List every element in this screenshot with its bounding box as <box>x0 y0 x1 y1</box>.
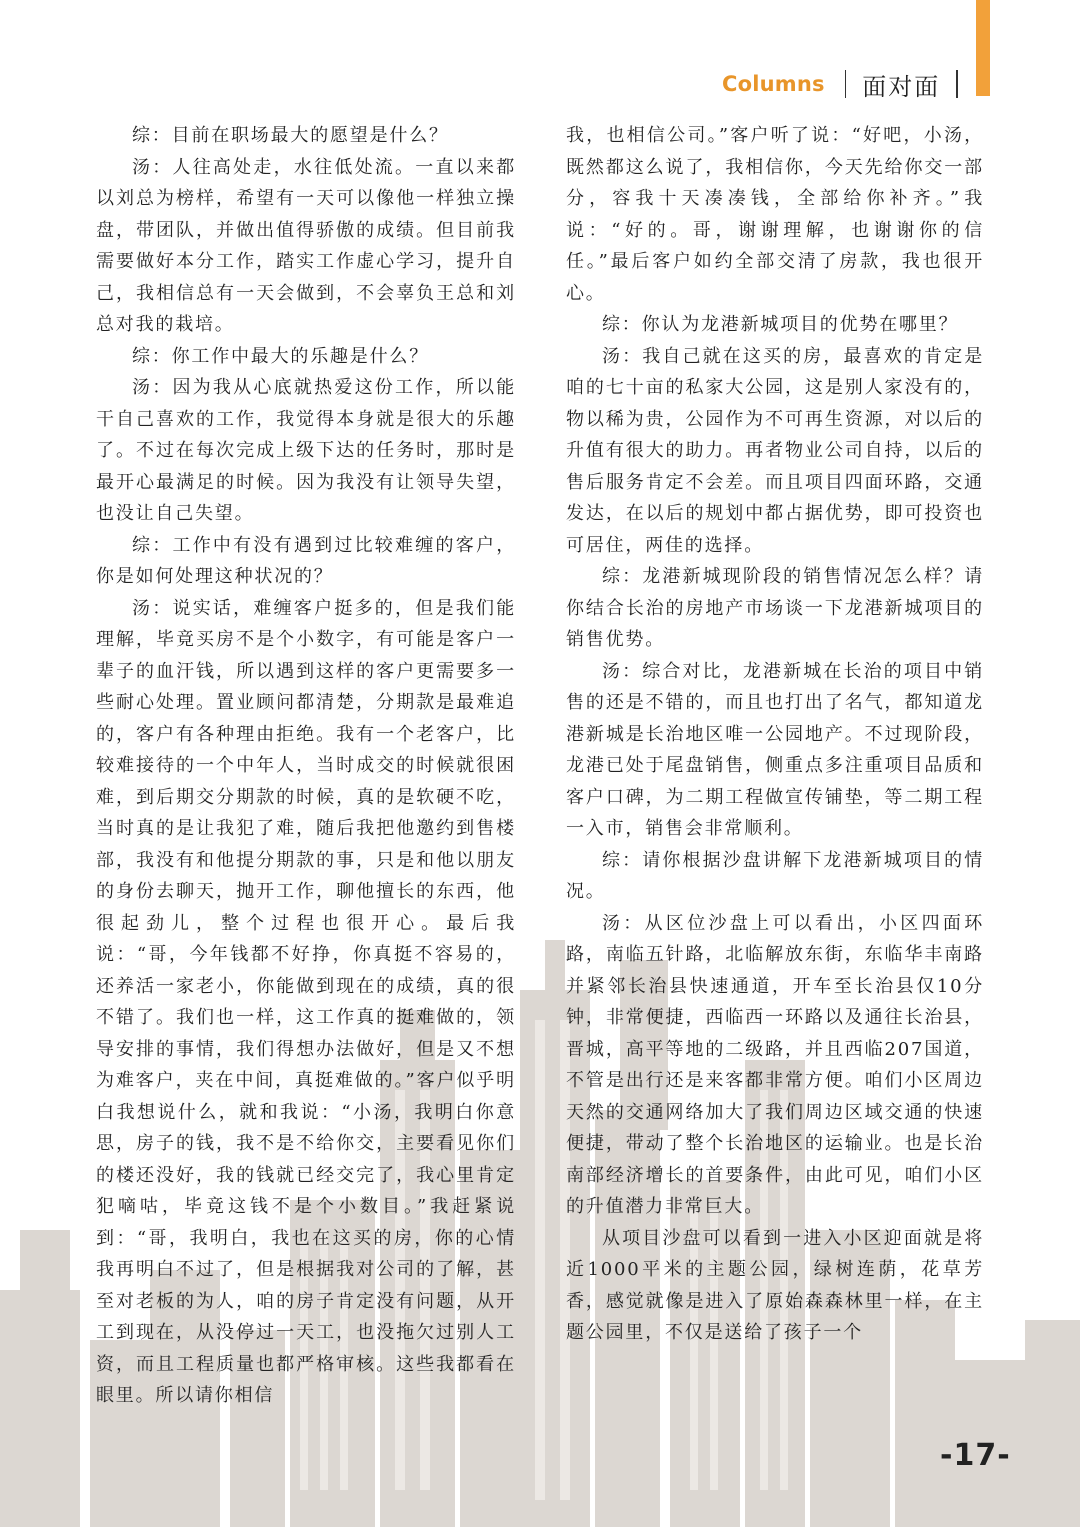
paragraph: 汤：说实话，难缠客户挺多的，但是我们能理解，毕竟买房不是个小数字，有可能是客户一辈子的血汗钱，所以遇到这样的客户更需要多一些耐心处理。置业顾问都清楚，分期款是最难追的，客户有各种理由拒绝。我有一个老客户，比较难接待的一个中年人，当时成交的时候就很困难，到后期交分期款的时候，真的是软硬不吃，当时真的是让我犯了难，随后我把他邀约到售楼部，我没有和他提分期款的事，只是和他以朋友的身份去聊天，抛开工作，聊他擅长的东西，他很起劲儿，整个过程也很开心。最后我说：“哥，今年钱都不好挣，你真挺不容易的，还养活一家老小，你能做到现在的成绩，真的很不错了。我们也一样，这工作真的挺难做的，领导安排的事情，我们得想办法做好，但是又不想为难客户，夹在中间，真挺难做的。”客户似乎明白我想说什么，就和我说：“小汤，我明白你意思，房子的钱，我不是不给你交，主要看见你们的楼还没好，我的钱就已经交完了，我心里肯定犯嘀咕，毕竟这钱不是个小数目。”我赶紧说到：“哥，我明白，我也在这买的房，你的心情我再明白不过了，但是根据我对公司的了解，甚至对老板的为人，咱的房子肯定没有问题，从开工到现在，从没停过一天工，也没拖欠过别人工资，而且工程质量也都严格审核。这些我都看在眼里。所以请你相信 <box>96 597 516 1406</box>
paragraph: 综：工作中有没有遇到过比较难缠的客户，你是如何处理这种状况的？ <box>96 534 516 587</box>
paragraph: 汤：我自己就在这买的房，最喜欢的肯定是咱的七十亩的私家大公园，这是别人家没有的，物以稀为贵，公园作为不可再生资源，对以后的升值有很大的助力。再者物业公司自持，以后的售后服务肯定不会差。而且项目四面环路，交通发达，在以后的规划中都占据优势，即可投资也可居住，两佳的选择。 <box>566 345 984 556</box>
right-text-column <box>566 120 984 1349</box>
paragraph: 从项目沙盘可以看到一进入小区迎面就是将近1000平米的主题公园，绿树连荫，花草芳香，感觉就像是进入了原始森森林里一样，在主题公园里，不仅是送给了孩子一个 <box>566 1227 984 1343</box>
paragraph: 汤：综合对比，龙港新城在长治的项目中销售的还是不错的，而且也打出了名气，都知道龙港新城是长治地区唯一公园地产。不过现阶段，龙港已处于尾盘销售，侧重点多注重项目品质和客户口碑，为二期工程做宣传铺垫，等二期工程一入市，销售会非常顺利。 <box>566 660 984 839</box>
paragraph: 汤：因为我从心底就热爱这份工作，所以能干自己喜欢的工作，我觉得本身就是很大的乐趣了。不过在每次完成上级下达的任务时，那时是最开心最满足的时候。因为我没有让领导失望，也没让自己失望。 <box>96 377 516 524</box>
paragraph: 汤：人往高处走，水往低处流。一直以来都以刘总为榜样，希望有一天可以像他一样独立操盘，带团队，并做出值得骄傲的成绩。但目前我需要做好本分工作，踏实工作虚心学习，提升自己，我相信总有一天会做到，不会辜负王总和刘总对我的栽培。 <box>96 156 516 335</box>
column-label: Columns <box>722 72 825 96</box>
paragraph: 汤：从区位沙盘上可以看出，小区四面环路，南临五针路，北临解放东街，东临华丰南路并紧邻长治县快速通道，开车至长治县仅10分钟，非常便捷，西临西一环路以及通往长治县，晋城，高平等地的二级路，并且西临207国道，不管是出行还是来客都非常方便。咱们小区周边天然的交通网络加大了我们周边区域交通的快速便捷，带动了整个长治地区的运输业。也是长治南部经济增长的首要条件，由此可见，咱们小区的升值潜力非常巨大。 <box>566 912 984 1217</box>
page-number: -17- <box>940 1438 1011 1473</box>
paragraph: 综：龙港新城现阶段的销售情况怎么样？请你结合长治的房地产市场谈一下龙港新城项目的销售优势。 <box>566 566 984 650</box>
paragraph-continuation: 我，也相信公司。”客户听了说：“好吧，小汤，既然都这么说了，我相信你，今天先给你交一部分，容我十天凑凑钱，全部给你补齐。”我说：“好的。哥，谢谢理解，也谢谢你的信任。”最后客户如约全部交清了房款，我也很开心。 <box>566 125 984 304</box>
left-text-column <box>96 120 516 1412</box>
paragraph: 综：目前在职场最大的愿望是什么？ <box>132 125 449 146</box>
paragraph: 综：请你根据沙盘讲解下龙港新城项目的情况。 <box>566 849 984 902</box>
paragraph: 综：你工作中最大的乐趣是什么？ <box>132 345 429 367</box>
section-title: 面对面 <box>862 72 941 101</box>
paragraph: 综：你认为龙港新城项目的优势在哪里？ <box>602 314 959 335</box>
